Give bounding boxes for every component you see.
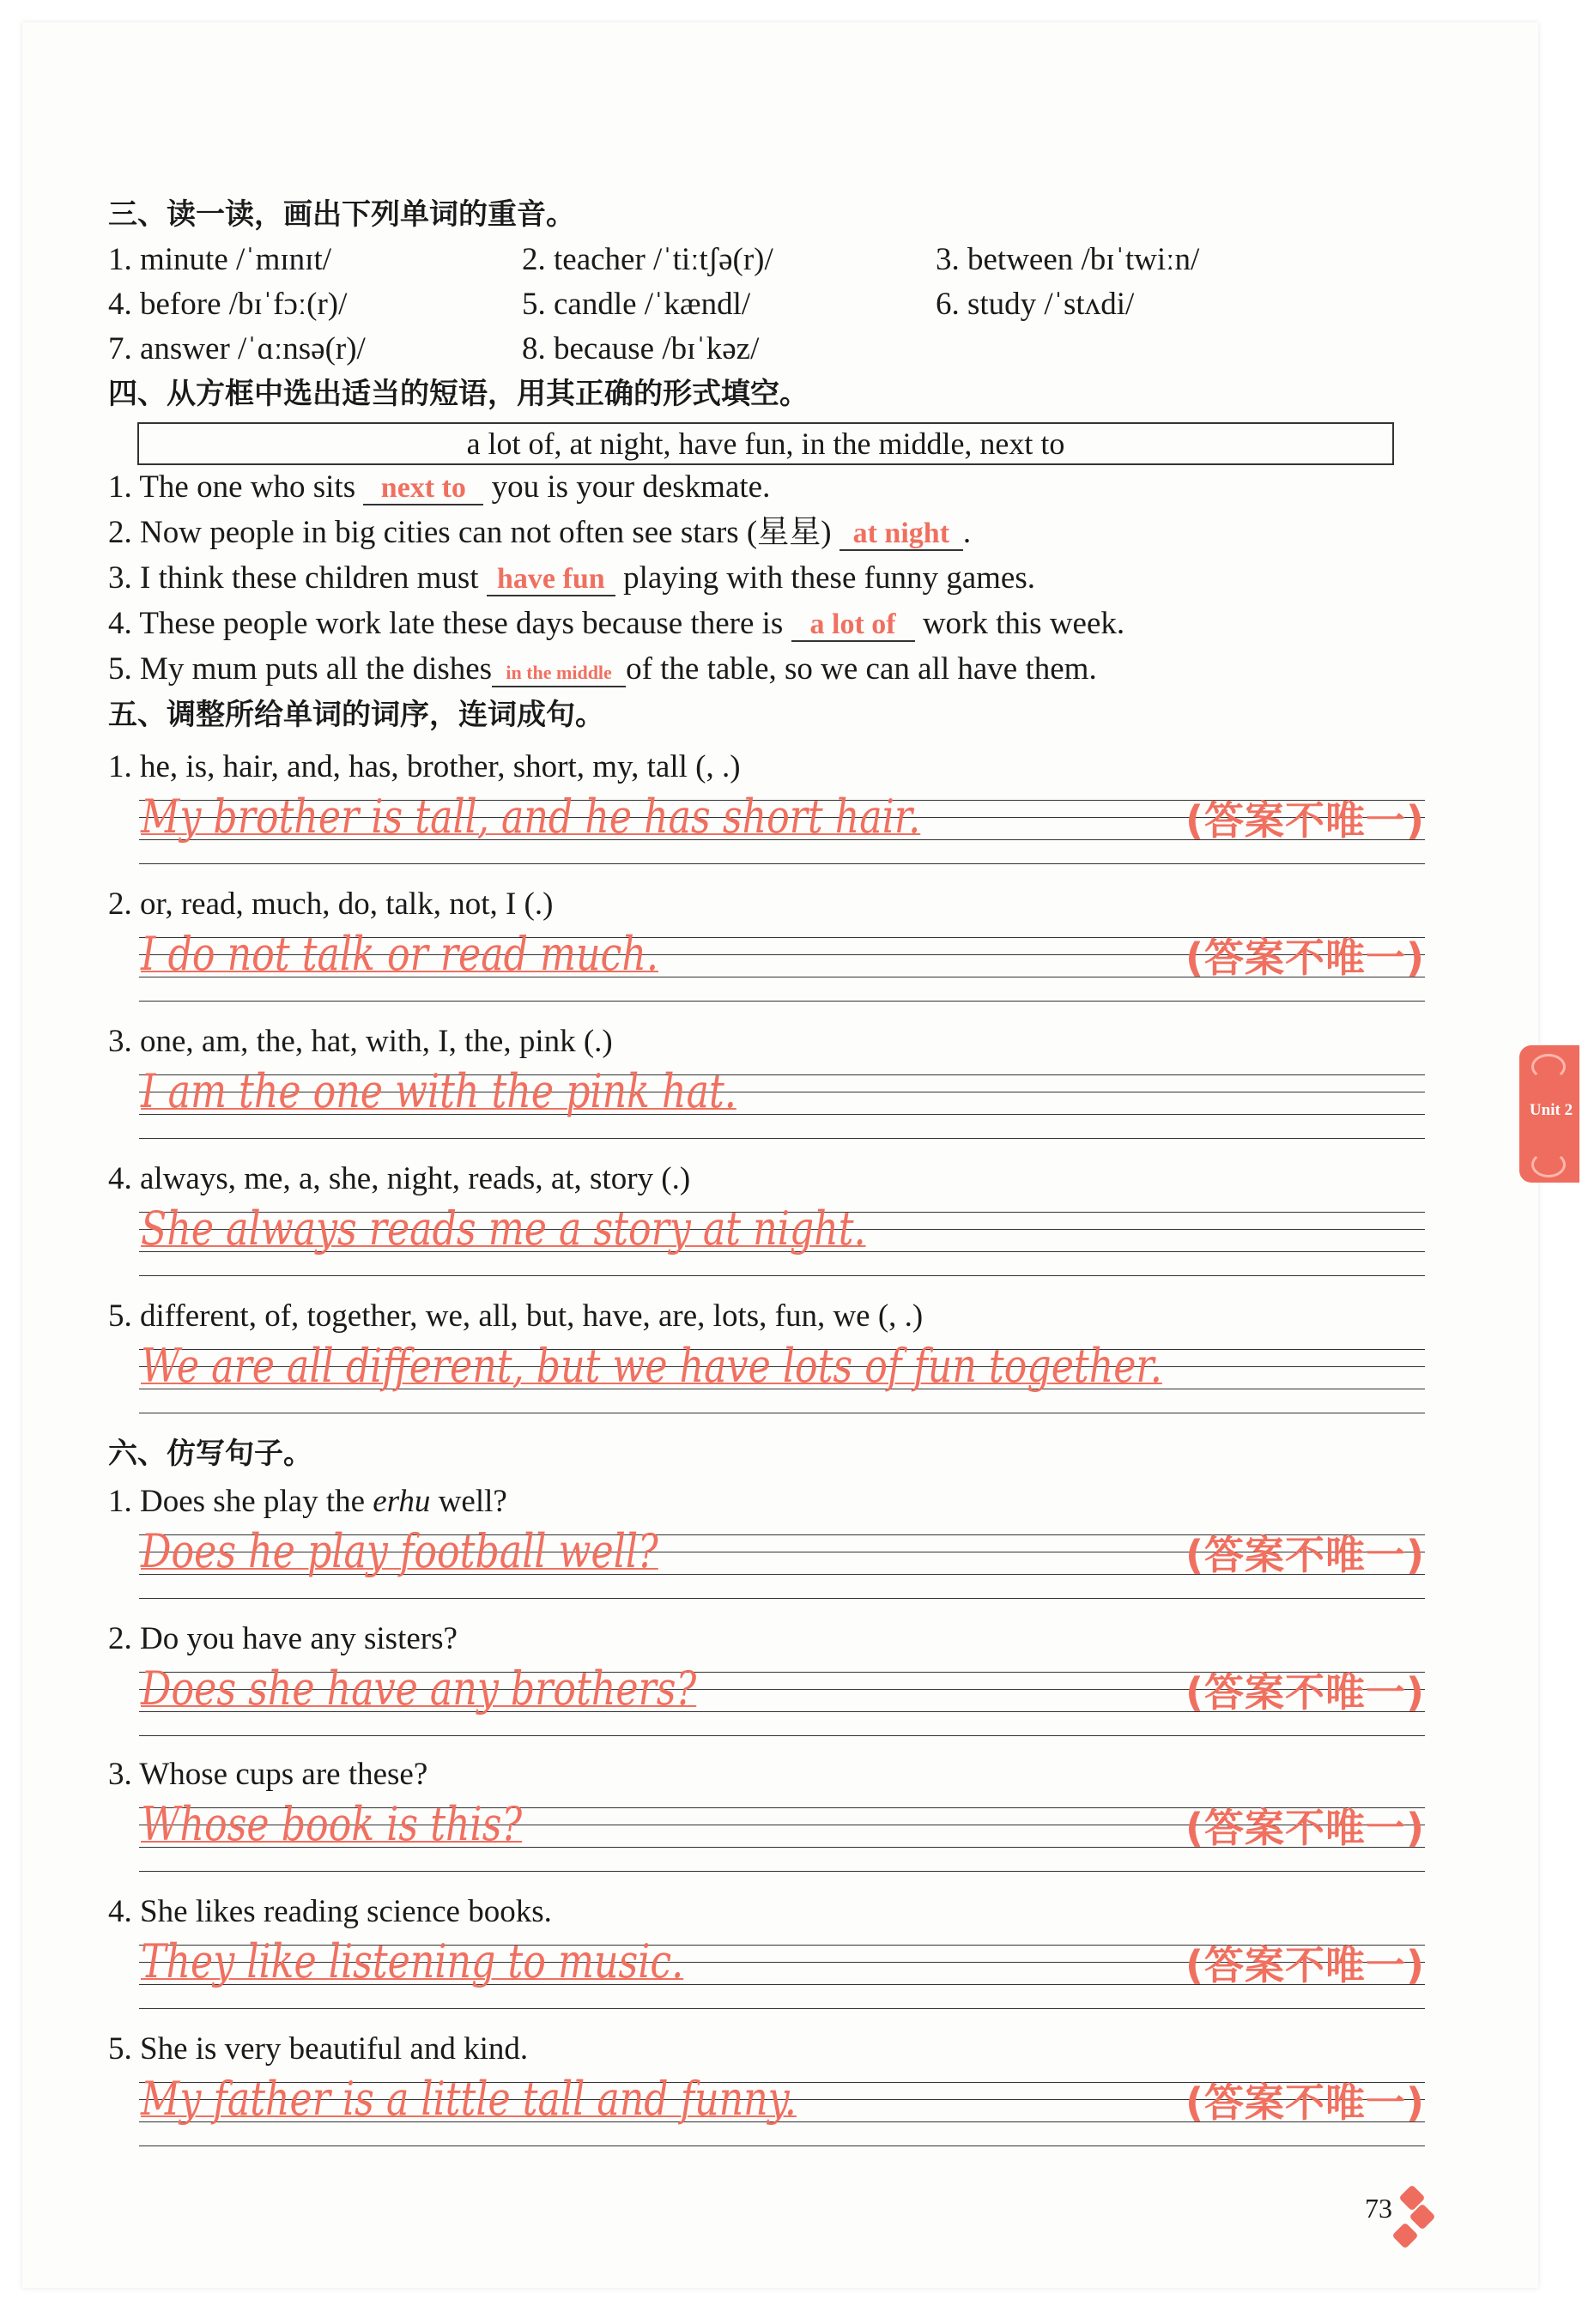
- s4-q2-text-b: .: [962, 515, 972, 550]
- s5-answer-2[interactable]: I do not talk or read much.: [141, 927, 658, 981]
- unit-tab-label: Unit 2: [1529, 1101, 1573, 1119]
- s4-q1-text-b: you is your deskmate.: [491, 469, 771, 505]
- s6-answer-lines-5: [139, 2072, 1425, 2149]
- section-6-title: 六、仿写句子。: [108, 1437, 312, 1471]
- s6-note-5: (答案不唯一): [1185, 2079, 1425, 2126]
- s6-answer-lines-2: [139, 1661, 1425, 1739]
- s4-q3-answer[interactable]: have fun: [487, 564, 615, 596]
- s4-q4-answer[interactable]: a lot of: [791, 609, 915, 642]
- s6-prompt-1-b: well?: [430, 1484, 507, 1519]
- unit-side-tab: [1519, 1045, 1579, 1183]
- s5-prompt-3: 3. one, am, the, hat, with, I, the, pink (.): [108, 1024, 613, 1059]
- s4-q1-answer[interactable]: next to: [363, 473, 483, 505]
- s6-answer-lines-1: [139, 1524, 1425, 1601]
- s5-answer-lines-4: [139, 1201, 1425, 1279]
- swirl-icon: [1531, 1152, 1566, 1177]
- s4-q5-text-a: 5. My mum puts all the dishes: [108, 651, 493, 687]
- s4-q4-text-a: 4. These people work late these days because there is: [108, 606, 784, 641]
- section-4-title: 四、从方框中选出适当的短语，用其正确的形式填空。: [108, 377, 809, 411]
- section-3-title: 三、读一读，画出下列单词的重音。: [108, 197, 575, 232]
- s3-item-1: 1. minute /ˈmɪnɪt/: [108, 242, 332, 277]
- page-number: 73: [1365, 2193, 1392, 2224]
- s5-answer-3[interactable]: I am the one with the pink hat.: [141, 1064, 736, 1118]
- s6-note-3: (答案不唯一): [1185, 1805, 1425, 1851]
- s3-item-4: 4. before /bɪˈfɔː(r)/: [108, 287, 348, 322]
- s5-note-1: (答案不唯一): [1185, 797, 1425, 844]
- s6-prompt-1: [108, 1483, 507, 1521]
- s3-item-3: 3. between /bɪˈtwiːn/: [936, 242, 1200, 277]
- s4-q4-text-b: work this week.: [922, 606, 1125, 641]
- s3-item-8: 8. because /bɪˈkəz/: [522, 331, 760, 366]
- s4-question-3: [108, 560, 1035, 597]
- s3-item-2: 2. teacher /ˈtiːtʃə(r)/: [522, 242, 773, 277]
- s4-q3-text-a: 3. I think these children must: [108, 560, 479, 596]
- s4-question-5: [108, 651, 1097, 688]
- swirl-icon: [1531, 1054, 1566, 1080]
- s5-answer-lines-1: [139, 790, 1425, 867]
- s6-answer-1[interactable]: Does he play football well?: [141, 1524, 658, 1578]
- s6-answer-lines-4: [139, 1934, 1425, 2012]
- s3-item-5: 5. candle /ˈkændl/: [522, 287, 751, 322]
- s6-prompt-3: 3. Whose cups are these?: [108, 1757, 428, 1792]
- s6-note-2: (答案不唯一): [1185, 1669, 1425, 1716]
- s5-answer-1[interactable]: My brother is tall, and he has short hair.: [141, 790, 921, 844]
- s4-q1-text-a: 1. The one who sits: [108, 469, 356, 505]
- s6-answer-5[interactable]: My father is a little tall and funny.: [141, 2072, 797, 2126]
- s5-prompt-1: 1. he, is, hair, and, has, brother, short, my, tall (, .): [108, 749, 741, 784]
- s6-answer-4[interactable]: They like listening to music.: [141, 1934, 684, 1988]
- s5-answer-lines-3: [139, 1064, 1425, 1141]
- s6-answer-lines-3: [139, 1797, 1425, 1874]
- s3-item-6: 6. study /ˈstʌdi/: [936, 287, 1135, 322]
- s4-q2-text-a: 2. Now people in big cities can not often see stars (星星): [108, 515, 832, 550]
- s5-answer-lines-5: [139, 1339, 1425, 1416]
- s6-prompt-5: 5. She is very beautiful and kind.: [108, 2031, 529, 2067]
- s6-prompt-4: 4. She likes reading science books.: [108, 1894, 552, 1929]
- s5-answer-lines-2: [139, 927, 1425, 1004]
- s4-q5-answer[interactable]: in the middle: [492, 660, 626, 687]
- s5-answer-4[interactable]: She always reads me a story at night.: [141, 1201, 866, 1256]
- s5-answer-5[interactable]: We are all different, but we have lots of fun together.: [141, 1339, 1162, 1393]
- s5-note-2: (答案不唯一): [1185, 935, 1425, 981]
- s6-prompt-1-em: erhu: [373, 1484, 431, 1519]
- phrase-box: a lot of, at night, have fun, in the middle, next to: [137, 422, 1394, 465]
- s4-q5-text-b: of the table, so we can all have them.: [626, 651, 1097, 687]
- s6-answer-2[interactable]: Does she have any brothers?: [141, 1661, 697, 1716]
- s4-q3-text-b: playing with these funny games.: [623, 560, 1035, 596]
- s6-prompt-1-a: 1. Does she play the: [108, 1484, 373, 1519]
- s6-prompt-2: 2. Do you have any sisters?: [108, 1621, 458, 1656]
- s4-question-2: [108, 514, 971, 552]
- s5-prompt-5: 5. different, of, together, we, all, but, have, are, lots, fun, we (, .): [108, 1298, 924, 1334]
- s3-item-7: 7. answer /ˈɑːnsə(r)/: [108, 331, 366, 366]
- s6-note-4: (答案不唯一): [1185, 1942, 1425, 1988]
- s5-prompt-4: 4. always, me, a, she, night, reads, at, story (.): [108, 1161, 691, 1196]
- s6-answer-3[interactable]: Whose book is this?: [141, 1797, 523, 1851]
- s4-question-1: [108, 469, 770, 506]
- s6-note-1: (答案不唯一): [1185, 1532, 1425, 1578]
- s5-prompt-2: 2. or, read, much, do, talk, not, I (.): [108, 887, 554, 922]
- s4-question-4: [108, 605, 1124, 643]
- section-5-title: 五、调整所给单词的词序，连词成句。: [108, 698, 604, 732]
- s4-q2-answer[interactable]: at night: [839, 518, 963, 551]
